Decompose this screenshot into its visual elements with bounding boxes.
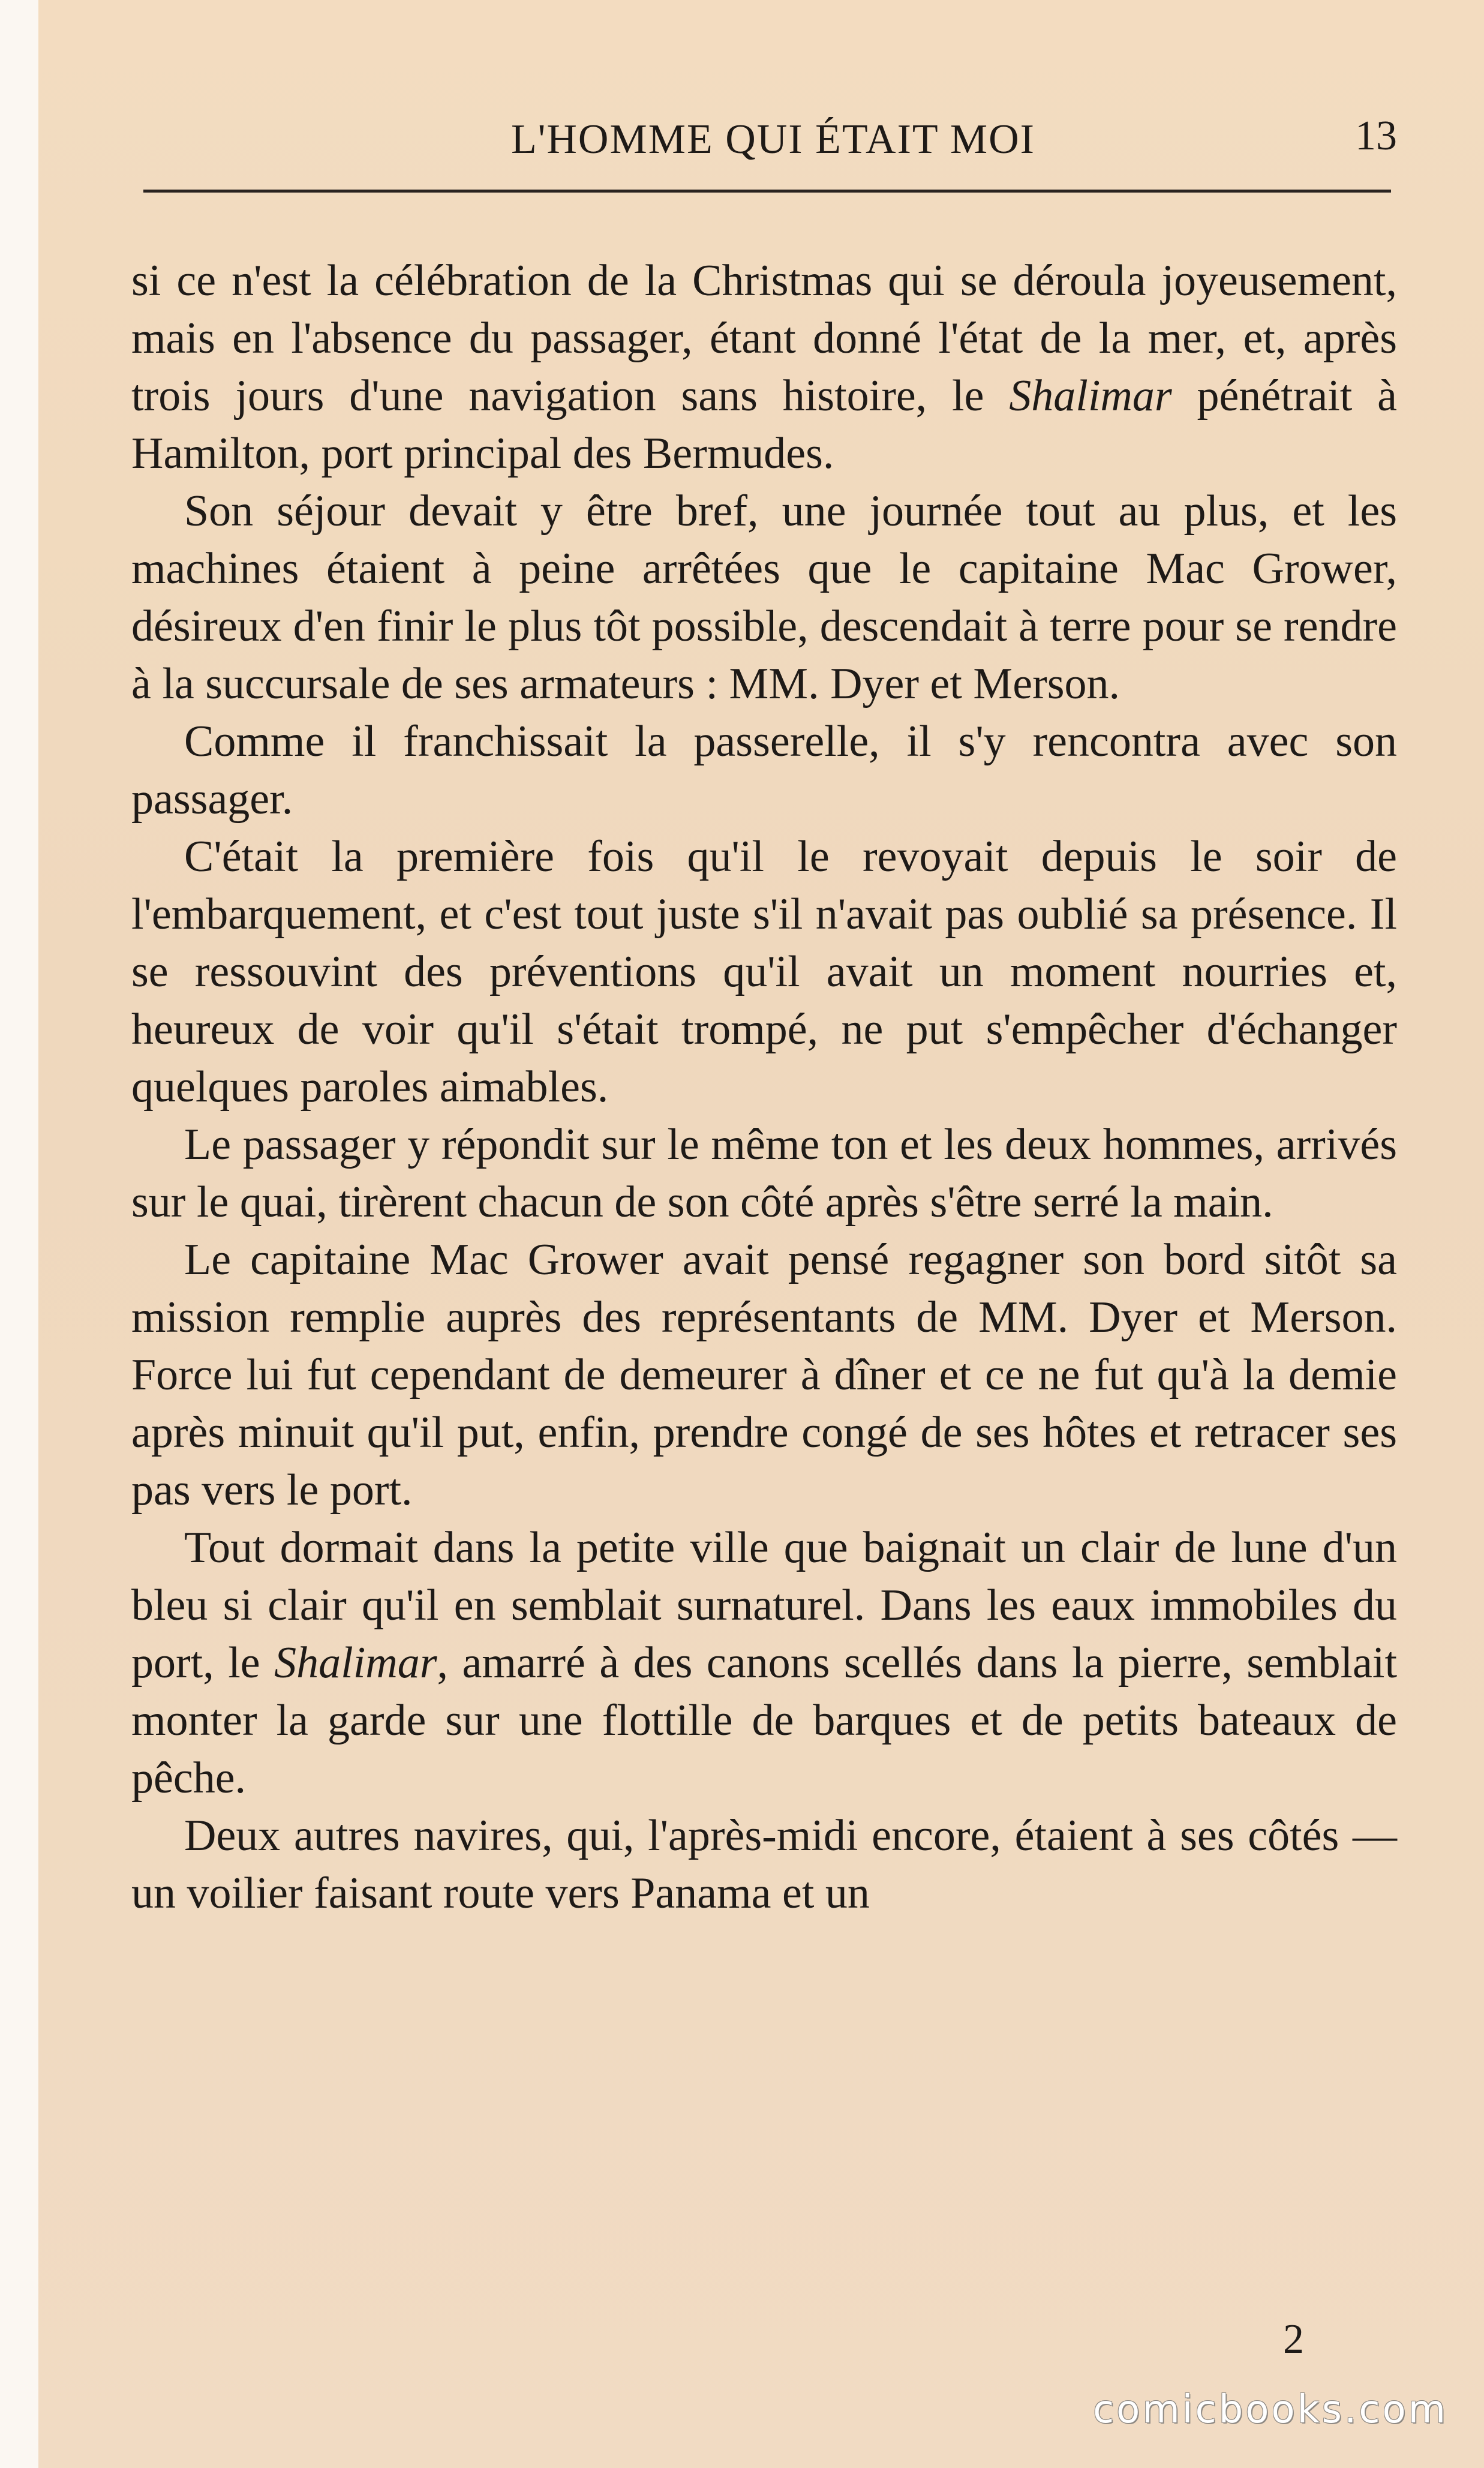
paragraph (131, 252, 1397, 482)
signature-mark: 2 (1283, 2316, 1304, 2362)
text-segment: Son séjour devait y être bref, une journée tout au plus, et les machines étaient à peine arrêtées que le capitaine Mac Grower, désireux d'en finir le plus tôt possible, descendait à terre pour se rendre à la succursale de ses armateurs : MM. Dyer et Merson. (131, 487, 1397, 708)
page-header (143, 105, 1403, 183)
text-segment: , amarré à des canons scellés dans la pierre, semblait monter la garde sur une flottille de barques et de petits bateaux de pêche. (131, 1638, 1397, 1803)
scan-margin (0, 0, 38, 2468)
ship-name: Shalimar (1009, 371, 1172, 421)
ship-name: Shalimar (274, 1638, 437, 1688)
text-segment: Le capitaine Mac Grower avait pensé regagner son bord sitôt sa mission remplie auprès des représentants de MM. Dyer et Merson. Force lui fut cependant de demeurer à dîner et ce ne fut qu'à la demie après minuit qu'il put, enfin, prendre congé de ses hôtes et retracer ses pas vers le port. (131, 1235, 1397, 1515)
text-segment: pénétrait à Hamilton, port principal des Bermudes. (131, 371, 1397, 478)
header-rule (143, 190, 1391, 193)
book-page (38, 0, 1484, 2468)
text-segment: Deux autres navires, qui, l'après-midi encore, étaient à ses côtés — un voilier faisant route vers Panama et un (131, 1811, 1397, 1918)
paragraph (131, 1519, 1397, 1807)
paragraph (131, 482, 1397, 713)
paragraph (131, 1116, 1397, 1231)
text-segment: si ce n'est la célébration de la Christmas qui se déroula joyeusement, mais en l'absence du passager, étant donné l'état de la mer, et, après trois jours d'une navigation sans histoire, le (131, 256, 1397, 421)
text-segment: C'était la première fois qu'il le revoyait depuis le soir de l'embarquement, et c'est tout juste s'il n'avait pas oublié sa présence. Il se ressouvint des préventions qu'il avait un moment nourries et, heureux de voir qu'il s'était trompé, ne put s'empêcher d'échanger quelques paroles aimables. (131, 832, 1397, 1112)
running-title: L'HOMME QUI ÉTAIT MOI (510, 116, 1035, 163)
body-text (131, 252, 1397, 1922)
paragraph (131, 713, 1397, 828)
watermark: comicbooks.com (1092, 2388, 1448, 2432)
paragraph (131, 1807, 1397, 1922)
paragraph (131, 1231, 1397, 1519)
text-segment: Comme il franchissait la passerelle, il s'y rencontra avec son passager. (131, 717, 1397, 824)
page-number: 13 (1355, 113, 1397, 159)
text-segment: Le passager y répondit sur le même ton et les deux hommes, arrivés sur le quai, tirèrent chacun de son côté après s'être serré la main. (131, 1120, 1397, 1227)
paragraph (131, 828, 1397, 1116)
text-segment: Tout dormait dans la petite ville que baignait un clair de lune d'un bleu si clair qu'il en semblait surnaturel. Dans les eaux immobiles du port, le (131, 1523, 1397, 1688)
